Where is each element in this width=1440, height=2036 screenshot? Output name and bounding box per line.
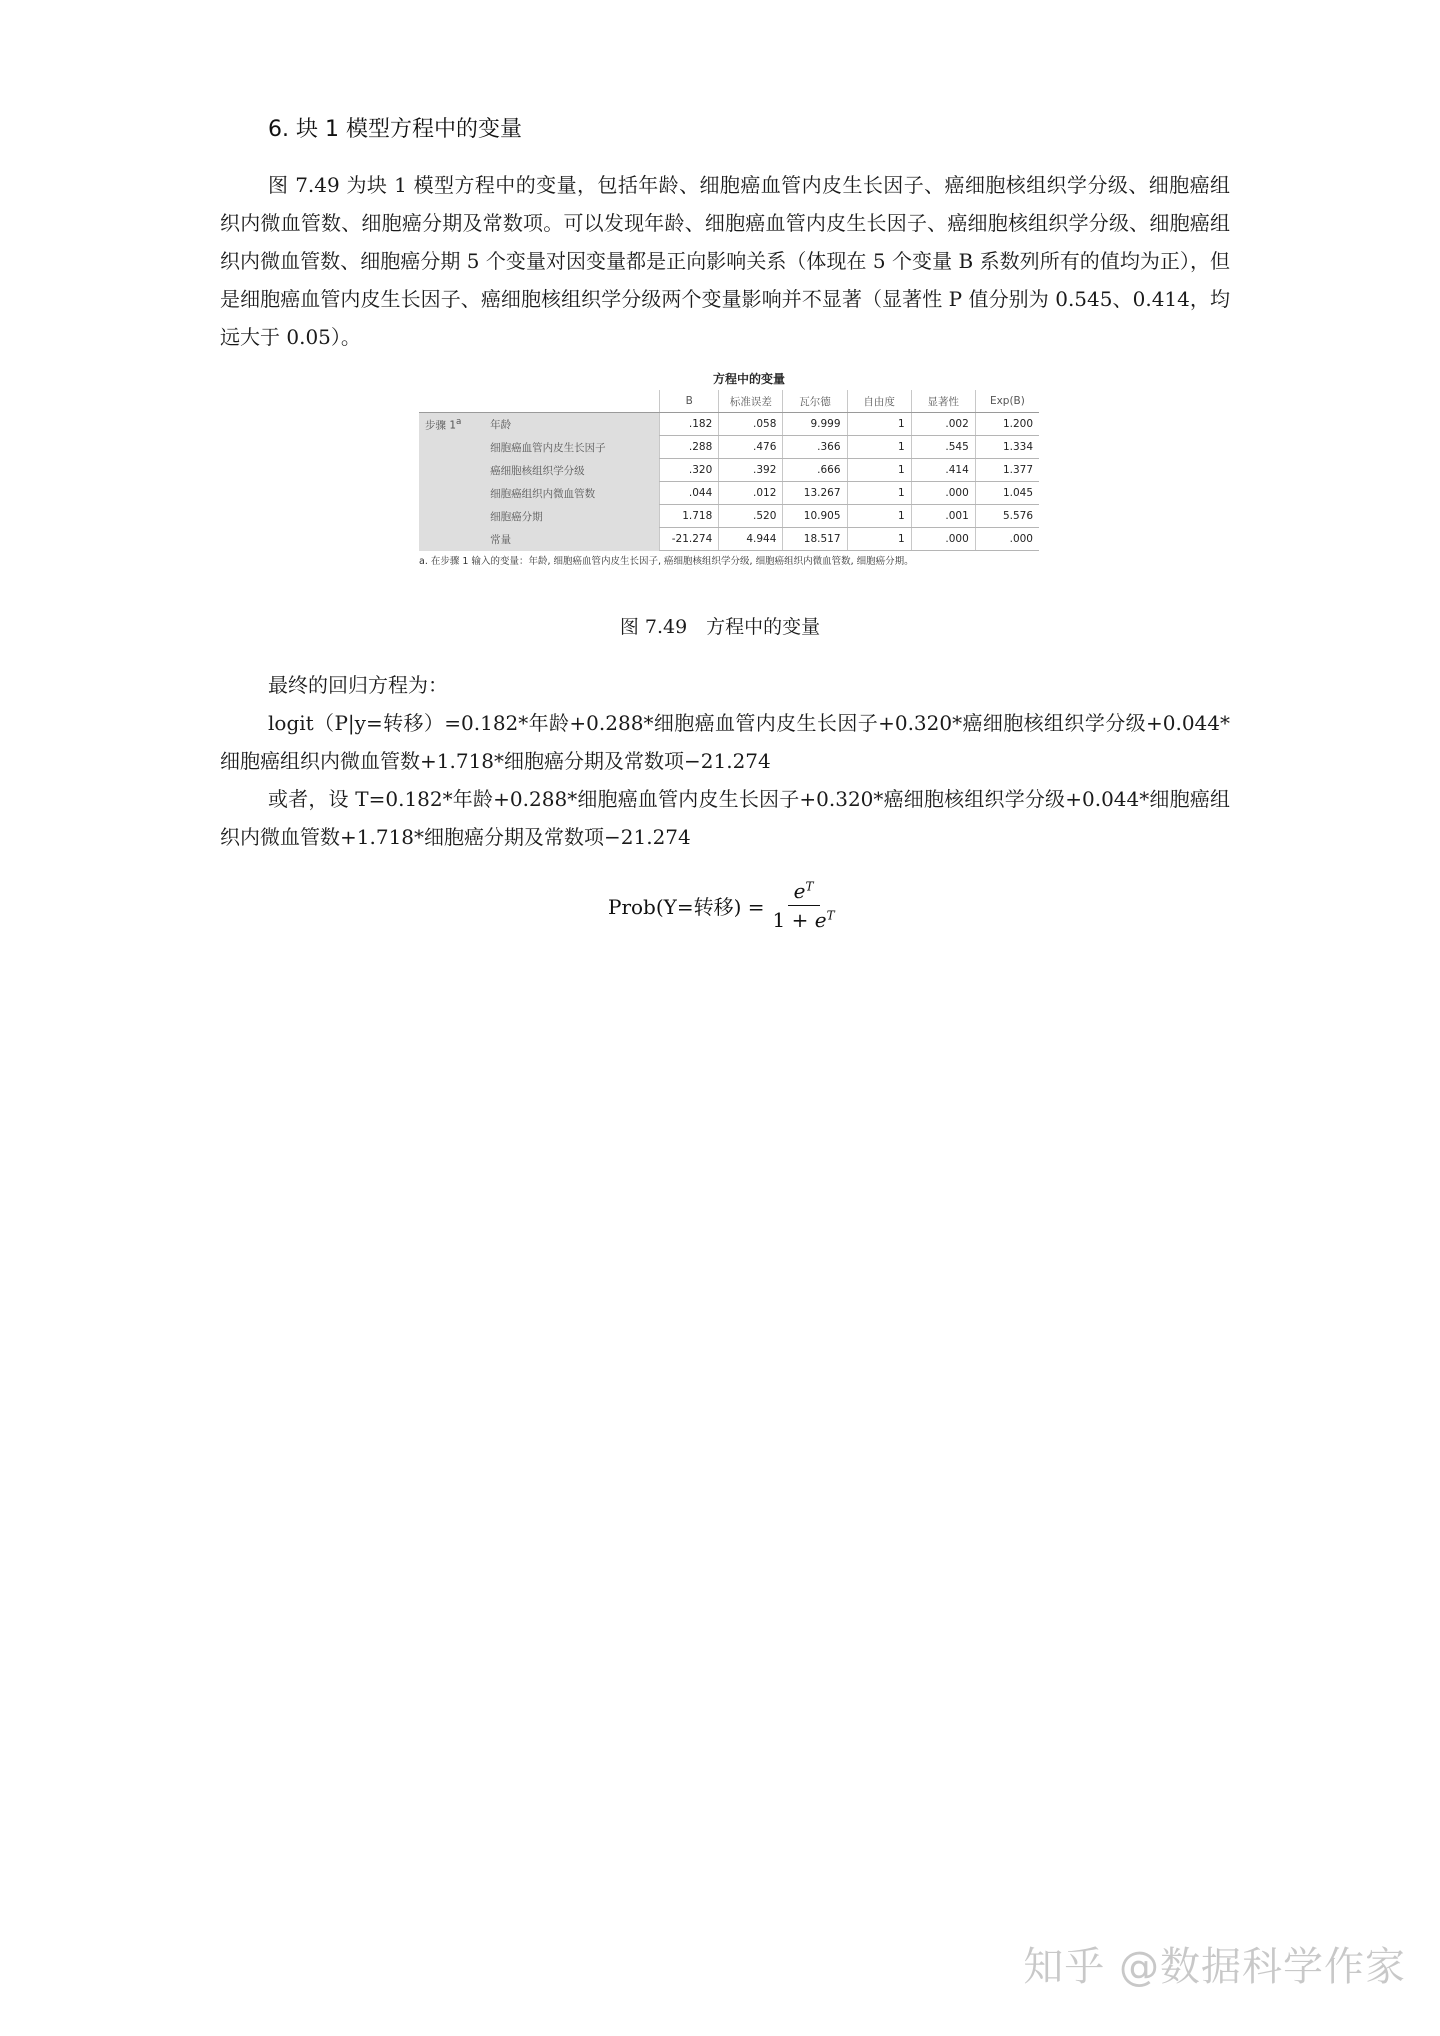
table-cell: .001 bbox=[911, 505, 975, 528]
row-variable: 年龄 bbox=[484, 413, 660, 436]
row-variable: 细胞癌分期 bbox=[484, 505, 660, 528]
row-variable: 常量 bbox=[484, 528, 660, 551]
formula-lhs: Prob(Y=转移) = bbox=[608, 894, 765, 919]
column-header: 自由度 bbox=[847, 390, 911, 413]
table-cell: 1 bbox=[847, 505, 911, 528]
row-variable: 细胞癌血管内皮生长因子 bbox=[484, 436, 660, 459]
table-cell: -21.274 bbox=[660, 528, 719, 551]
table-row bbox=[419, 413, 1039, 436]
table-cell: .545 bbox=[911, 436, 975, 459]
table-cell: 1 bbox=[847, 459, 911, 482]
table-cell: .000 bbox=[911, 482, 975, 505]
final-equation-intro: 最终的回归方程为： bbox=[268, 673, 448, 697]
header-blank bbox=[419, 390, 660, 413]
t-equation: 或者，设 T=0.182*年龄+0.288*细胞癌血管内皮生长因子+0.320*癌细胞核组织学分级+0.044*细胞癌组织内微血管数+1.718*细胞癌分期及常数项−21.274 bbox=[220, 787, 1230, 849]
formula-numerator: $e^T$ bbox=[788, 879, 820, 906]
table-cell: .000 bbox=[911, 528, 975, 551]
table-cell: .666 bbox=[783, 459, 847, 482]
table-cell: .414 bbox=[911, 459, 975, 482]
table-row bbox=[419, 436, 1039, 459]
table-cell: .366 bbox=[783, 436, 847, 459]
table-cell: 18.517 bbox=[783, 528, 847, 551]
section-heading: 6. 块 1 模型方程中的变量 bbox=[268, 117, 522, 142]
row-variable: 细胞癌组织内微血管数 bbox=[484, 482, 660, 505]
table-cell: 1 bbox=[847, 528, 911, 551]
table-cell: 1.200 bbox=[975, 413, 1039, 436]
formula-fraction bbox=[773, 879, 835, 932]
table-row bbox=[419, 505, 1039, 528]
table-cell: 5.576 bbox=[975, 505, 1039, 528]
table-cell: .320 bbox=[660, 459, 719, 482]
table-cell: 1.377 bbox=[975, 459, 1039, 482]
column-header: 标准误差 bbox=[719, 390, 783, 413]
table-cell: 10.905 bbox=[783, 505, 847, 528]
table-cell: .002 bbox=[911, 413, 975, 436]
intro-paragraph: 图 7.49 为块 1 模型方程中的变量，包括年龄、细胞癌血管内皮生长因子、癌细胞核组织学分级、细胞癌组织内微血管数、细胞癌分期及常数项。可以发现年龄、细胞癌血管内皮生长因子、癌细胞核组织学分级、细胞癌组织内微血管数、细胞癌分期 5 个变量对因变量都是正向影响关系（体现在 5 个变量 B 系数列所有的值均为正），但是细胞癌血管内皮生长因子、癌细胞核组织学分级两个变量影响并不显著（显著性 P 值分别为 0.545、0.414，均远大于 0.05）。 bbox=[220, 173, 1230, 349]
column-header: 显著性 bbox=[911, 390, 975, 413]
table-cell: 1 bbox=[847, 436, 911, 459]
table-row bbox=[419, 459, 1039, 482]
table-cell: 4.944 bbox=[719, 528, 783, 551]
table-cell: 13.267 bbox=[783, 482, 847, 505]
table-cell: .058 bbox=[719, 413, 783, 436]
table-footnote: a. 在步骤 1 输入的变量：年龄, 细胞癌血管内皮生长因子, 癌细胞核组织学分级, 细胞癌组织内微血管数, 细胞癌分期。 bbox=[419, 556, 914, 567]
figure-caption: 图 7.49 方程中的变量 bbox=[619, 616, 821, 638]
table-row bbox=[419, 482, 1039, 505]
column-header: B bbox=[660, 390, 719, 413]
formula-denominator: $1 + e^T$ bbox=[772, 907, 835, 932]
column-header: 瓦尔德 bbox=[783, 390, 847, 413]
probability-formula bbox=[608, 870, 835, 940]
table-cell: 9.999 bbox=[783, 413, 847, 436]
figure-7-49 bbox=[419, 368, 1039, 568]
table-row bbox=[419, 528, 1039, 551]
table-cell: 1.718 bbox=[660, 505, 719, 528]
table-cell: .520 bbox=[719, 505, 783, 528]
table-cell: .012 bbox=[719, 482, 783, 505]
variables-table bbox=[419, 390, 1039, 551]
table-cell: .288 bbox=[660, 436, 719, 459]
table-header-row bbox=[419, 390, 1039, 413]
logit-equation: logit（P|y=转移）=0.182*年龄+0.288*细胞癌血管内皮生长因子+0.320*癌细胞核组织学分级+0.044*细胞癌组织内微血管数+1.718*细胞癌分期及常数项−21.274 bbox=[220, 711, 1230, 773]
table-cell: .044 bbox=[660, 482, 719, 505]
table-cell: .000 bbox=[975, 528, 1039, 551]
column-header: Exp(B) bbox=[975, 390, 1039, 413]
table-cell: 1.334 bbox=[975, 436, 1039, 459]
table-title: 方程中的变量 bbox=[712, 372, 785, 386]
table-cell: 1.045 bbox=[975, 482, 1039, 505]
step-label: 步骤 1$^a$ bbox=[419, 413, 484, 551]
table-cell: .392 bbox=[719, 459, 783, 482]
table-cell: 1 bbox=[847, 413, 911, 436]
table-cell: .182 bbox=[660, 413, 719, 436]
table-cell: .476 bbox=[719, 436, 783, 459]
watermark: 知乎 @数据科学作家 bbox=[1023, 1944, 1406, 1990]
table-cell: 1 bbox=[847, 482, 911, 505]
row-variable: 癌细胞核组织学分级 bbox=[484, 459, 660, 482]
